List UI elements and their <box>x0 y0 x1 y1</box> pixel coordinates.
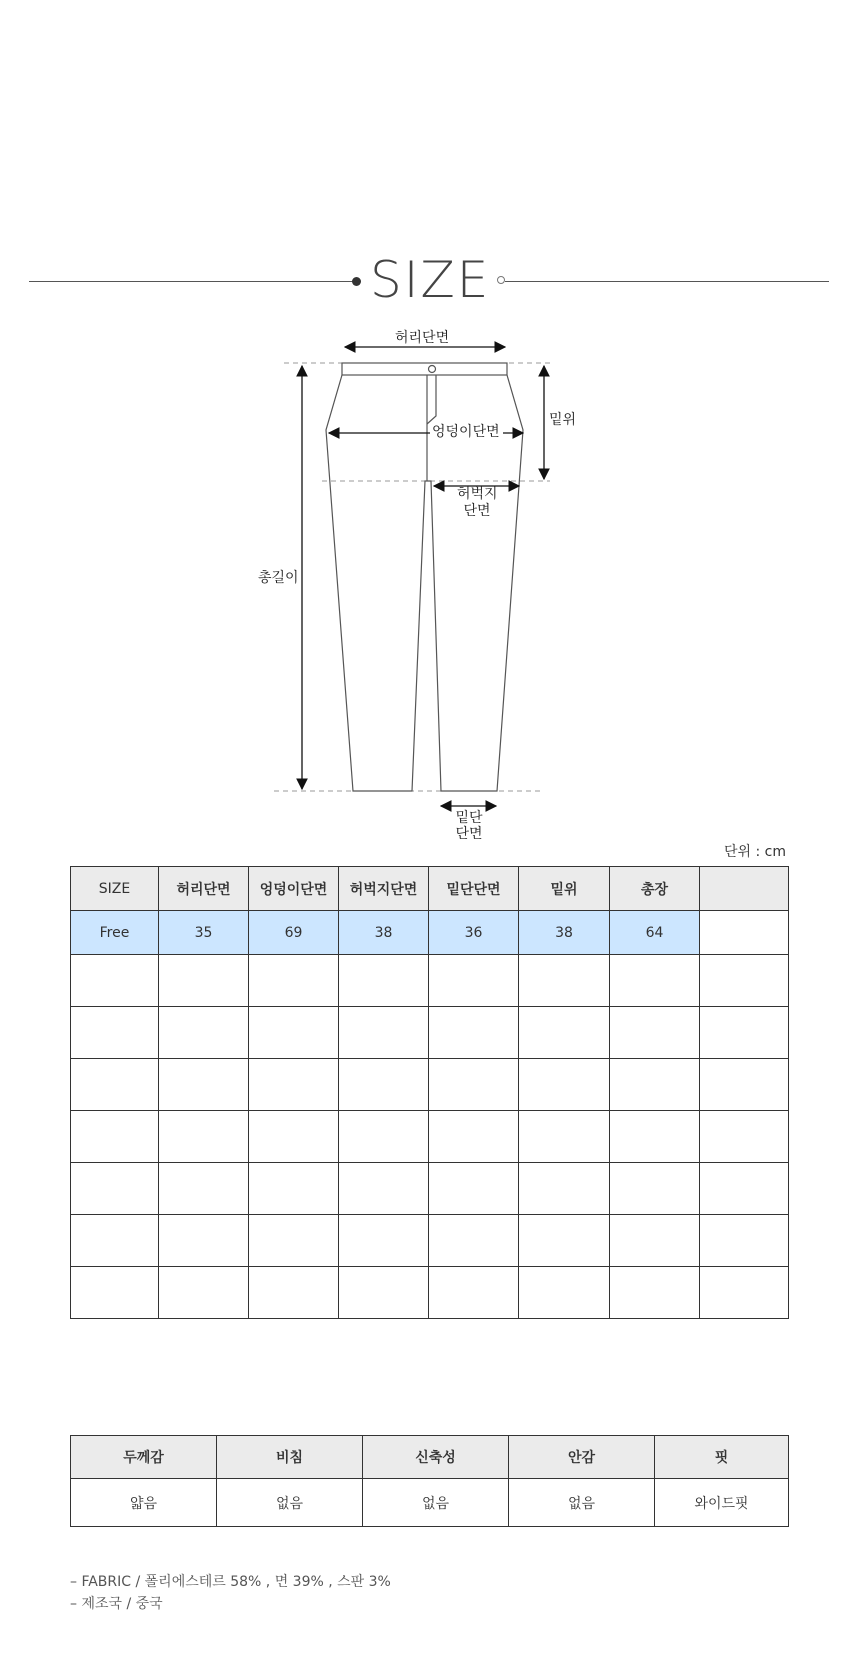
header-stretch: 신축성 <box>363 1436 509 1479</box>
header-hip: 엉덩이단면 <box>249 867 339 911</box>
note-fabric: – FABRIC / 폴리에스테르 58% , 면 39% , 스판 3% <box>70 1574 391 1590</box>
button-icon <box>429 366 436 373</box>
size-table <box>70 866 789 1319</box>
unit-label: 단위 : cm <box>723 844 786 860</box>
cell-thigh: 38 <box>339 911 429 955</box>
notes <box>70 1571 391 1615</box>
table-row-empty <box>71 1059 789 1111</box>
label-hem-1: 밑단 <box>455 810 483 826</box>
cell-hip: 69 <box>249 911 339 955</box>
header-dot-open <box>497 276 505 284</box>
fabric-table <box>70 1435 789 1527</box>
value-lining: 없음 <box>509 1479 655 1527</box>
header-size: SIZE <box>71 867 159 911</box>
label-thigh-1: 허벅지 <box>457 486 498 502</box>
note-origin: – 제조국 / 중국 <box>70 1596 163 1612</box>
table-row-empty <box>71 1007 789 1059</box>
cell-size: Free <box>71 911 159 955</box>
table-row-empty <box>71 1111 789 1163</box>
header-fit: 핏 <box>655 1436 789 1479</box>
fabric-value-row <box>71 1479 789 1527</box>
header-empty <box>700 867 789 911</box>
section-title: SIZE <box>370 251 491 309</box>
header-thickness: 두께감 <box>71 1436 217 1479</box>
header-line-left <box>29 281 355 282</box>
header-hem: 밑단단면 <box>429 867 519 911</box>
label-hip: 엉덩이단면 <box>432 424 500 440</box>
table-row-empty <box>71 1163 789 1215</box>
header-waist: 허리단면 <box>159 867 249 911</box>
table-row-empty <box>71 1267 789 1319</box>
header-lining: 안감 <box>509 1436 655 1479</box>
header-sheerness: 비침 <box>217 1436 363 1479</box>
label-rise: 밑위 <box>549 412 577 428</box>
cell-rise: 38 <box>519 911 610 955</box>
label-thigh-2: 단면 <box>463 503 491 519</box>
waistband <box>342 363 507 375</box>
header-dot-filled <box>352 277 361 286</box>
label-hem-2: 단면 <box>455 826 483 842</box>
header-total-length: 총장 <box>610 867 700 911</box>
cell-total-length: 64 <box>610 911 700 955</box>
table-row-empty <box>71 955 789 1007</box>
fabric-header-row <box>71 1436 789 1479</box>
cell-hem: 36 <box>429 911 519 955</box>
header-line-right <box>505 281 829 282</box>
value-sheerness: 없음 <box>217 1479 363 1527</box>
size-table-header-row <box>71 867 789 911</box>
label-waist: 허리단면 <box>395 330 450 346</box>
cell-empty <box>700 911 789 955</box>
value-fit: 와이드핏 <box>655 1479 789 1527</box>
header-thigh: 허벅지단면 <box>339 867 429 911</box>
table-row <box>71 911 789 955</box>
header-rise: 밑위 <box>519 867 610 911</box>
value-stretch: 없음 <box>363 1479 509 1527</box>
table-row-empty <box>71 1215 789 1267</box>
cell-waist: 35 <box>159 911 249 955</box>
label-total-length: 총길이 <box>258 570 299 586</box>
value-thickness: 얇음 <box>71 1479 217 1527</box>
